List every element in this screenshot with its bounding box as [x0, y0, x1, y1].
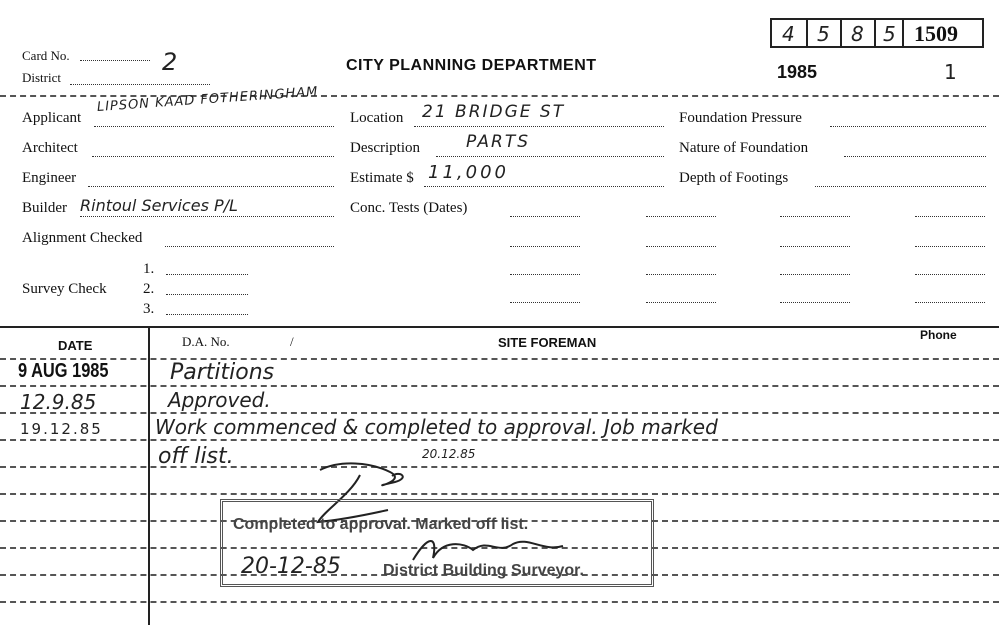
stamp-line-2: District Building Surveyor. — [383, 562, 584, 579]
foundation-pressure-line — [830, 126, 986, 127]
conc-line-c4 — [915, 274, 985, 275]
stamp-line-1: Completed to approval. Marked off list. — [233, 516, 529, 533]
estimate-value: 11,000 — [428, 162, 509, 183]
file-digit-1: 4 — [782, 22, 795, 46]
conc-line-b1 — [510, 246, 580, 247]
file-digit-box-2 — [806, 18, 842, 48]
engineer-label: Engineer — [22, 170, 77, 186]
alignment-line — [165, 246, 334, 247]
engineer-line — [88, 186, 334, 187]
survey-number-1: 1. — [143, 261, 155, 277]
conc-line-b3 — [780, 246, 850, 247]
builder-line — [80, 216, 334, 217]
location-value: 21 BRIDGE ST — [422, 102, 566, 122]
nature-foundation-line — [844, 156, 986, 157]
applicant-value: LIPSON KAAD FOTHERINGHAM — [96, 84, 319, 115]
survey-line-2 — [166, 294, 248, 295]
survey-number-2: 2. — [143, 281, 155, 297]
survey-check-label: Survey Check — [22, 281, 107, 297]
district-line — [70, 84, 210, 85]
card-no-line — [80, 60, 150, 61]
conc-line-a1 — [510, 216, 580, 217]
completion-stamp — [220, 499, 654, 587]
log-text-4: off list. — [158, 444, 234, 469]
description-value: PARTS — [466, 132, 531, 152]
description-label: Description — [350, 140, 420, 156]
file-number-box — [902, 18, 984, 48]
log-date-2: 12.9.85 — [20, 390, 97, 414]
conc-line-d1 — [510, 302, 580, 303]
applicant-line — [94, 126, 334, 127]
conc-line-c1 — [510, 274, 580, 275]
conc-line-b4 — [915, 246, 985, 247]
location-line — [414, 126, 664, 127]
log-row-line — [0, 412, 999, 414]
surveyor-signature — [403, 530, 573, 570]
file-digit-3: 8 — [851, 22, 864, 46]
log-row-line — [0, 358, 999, 360]
stamp-date: 20-12-85 — [241, 554, 341, 579]
estimate-label: Estimate $ — [350, 170, 414, 186]
description-line — [436, 156, 664, 157]
file-digit-4: 5 — [883, 22, 896, 46]
date-header: DATE — [58, 338, 93, 353]
da-no-header: D.A. No. — [182, 334, 230, 349]
card-no-value: 2 — [162, 48, 178, 76]
site-foreman-header: SITE FOREMAN — [498, 335, 597, 350]
estimate-line — [424, 186, 664, 187]
conc-line-c3 — [780, 274, 850, 275]
log-row-line — [0, 439, 999, 441]
log-text-2: Approved. — [168, 388, 271, 412]
conc-line-d2 — [646, 302, 716, 303]
da-no-slash: / — [290, 334, 294, 349]
log-date-1: 9 AUG 1985 — [18, 360, 109, 382]
architect-line — [92, 156, 334, 157]
initials-date: 20.12.85 — [422, 447, 476, 461]
date-column-divider — [148, 326, 150, 625]
conc-line-d4 — [915, 302, 985, 303]
nature-foundation-label: Nature of Foundation — [679, 140, 809, 156]
builder-label: Builder — [22, 200, 67, 216]
district-label: District — [22, 70, 61, 85]
foundation-pressure-label: Foundation Pressure — [679, 110, 802, 126]
location-label: Location — [350, 110, 404, 126]
conc-line-c2 — [646, 274, 716, 275]
file-digit-2: 5 — [817, 22, 830, 46]
file-number: 1509 — [914, 21, 958, 46]
depth-footings-label: Depth of Footings — [679, 170, 789, 186]
applicant-label: Applicant — [22, 110, 82, 126]
conc-line-a4 — [915, 216, 985, 217]
conc-line-a3 — [780, 216, 850, 217]
builder-value: Rintoul Services P/L — [80, 196, 238, 215]
department-title: CITY PLANNING DEPARTMENT — [346, 57, 597, 74]
card-no-label: Card No. — [22, 48, 70, 63]
file-digit-box-3 — [840, 18, 876, 48]
survey-number-3: 3. — [143, 301, 155, 317]
conc-line-d3 — [780, 302, 850, 303]
survey-line-1 — [166, 274, 248, 275]
conc-line-b2 — [646, 246, 716, 247]
log-text-3: Work commenced & completed to approval. Job marked — [155, 415, 718, 439]
file-digit-box-1 — [770, 18, 808, 48]
year-mark: 1 — [944, 60, 957, 84]
depth-footings-line — [815, 186, 986, 187]
conc-line-a2 — [646, 216, 716, 217]
log-row-line — [0, 601, 999, 603]
alignment-label: Alignment Checked — [22, 230, 143, 246]
file-digit-box-4 — [874, 18, 904, 48]
survey-line-3 — [166, 314, 248, 315]
architect-label: Architect — [22, 140, 78, 156]
year-label: 1985 — [777, 62, 818, 82]
log-date-3: 19.12.85 — [20, 420, 103, 438]
conc-tests-label: Conc. Tests (Dates) — [350, 200, 468, 216]
log-row-line — [0, 385, 999, 387]
phone-header: Phone — [920, 328, 957, 342]
log-text-1: Partitions — [170, 360, 275, 385]
